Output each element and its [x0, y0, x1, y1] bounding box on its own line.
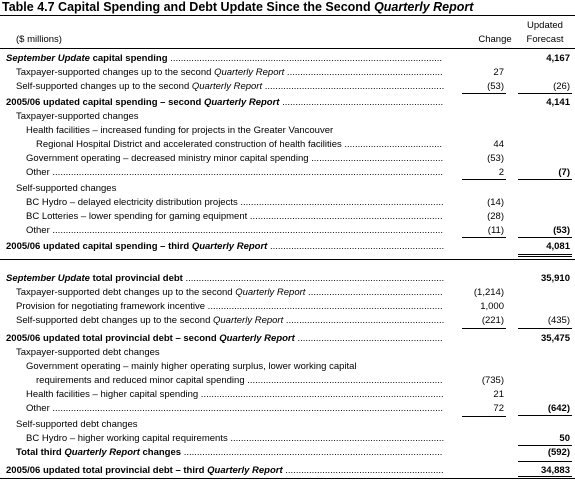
row-label-text: Total third	[16, 447, 65, 458]
subtotal-rule	[518, 179, 572, 180]
dot-leader: .........................................................................	[247, 211, 443, 222]
row-label	[26, 152, 448, 166]
forecast-value: (26)	[553, 81, 570, 92]
row-label	[6, 240, 448, 254]
forecast-value: 4,167	[546, 53, 570, 64]
forecast-value: (435)	[547, 315, 570, 326]
forecast-value: 35,910	[540, 273, 570, 284]
subtotal-rule	[518, 415, 572, 416]
section-divider	[0, 259, 575, 260]
row-label-text: Government operating – mainly higher operating surplus, lower working capital	[26, 361, 357, 372]
forecast-value: (592)	[547, 447, 570, 458]
row-label	[36, 138, 448, 152]
row-label-text: Other	[26, 167, 50, 178]
change-value: 2	[498, 167, 504, 178]
total-double-rule	[518, 254, 572, 257]
forecast-value: 4,081	[546, 241, 570, 252]
table-row	[0, 464, 575, 478]
table-row	[0, 402, 575, 416]
row-label-text: 2005/06 updated total provincial debt – third	[6, 465, 208, 476]
table-title-italic: Quarterly Report	[374, 0, 474, 14]
forecast-value: (642)	[547, 403, 570, 414]
table-row	[0, 152, 575, 166]
table-row	[0, 138, 575, 152]
row-label-text: Taxpayer-supported changes up to the second	[16, 67, 215, 78]
change-value: (735)	[481, 375, 504, 386]
row-label	[26, 432, 448, 446]
row-label-text: BC Hydro – delayed electricity distribution projects	[26, 197, 238, 208]
row-label-text: BC Hydro – higher working capital requirements	[26, 433, 228, 444]
subtotal-rule	[462, 93, 506, 94]
forecast-value: (7)	[558, 167, 570, 178]
row-label	[26, 124, 448, 138]
row-label	[26, 166, 448, 180]
row-label-text: Quarterly Report	[64, 447, 140, 458]
row-label-text: Regional Hospital District and accelerated construction of health facilities	[36, 139, 342, 150]
row-label-text: Taxpayer-supported debt changes	[16, 347, 160, 358]
table-row	[0, 286, 575, 300]
row-label	[26, 402, 448, 416]
row-label	[16, 446, 448, 460]
row-label-text: total provincial debt	[89, 273, 183, 284]
table-row	[0, 196, 575, 210]
subtotal-rule	[462, 179, 506, 180]
change-value: (53)	[487, 81, 504, 92]
row-label-text: 2005/06 updated capital spending – third	[6, 241, 192, 252]
table-row	[0, 52, 575, 66]
table-row	[0, 110, 575, 124]
change-value: (28)	[487, 211, 504, 222]
dot-leader: ....................................................................................................................................................	[49, 167, 444, 178]
dot-leader: ..........................................................................	[244, 375, 443, 386]
table-row	[0, 124, 575, 138]
forecast-value: 4,141	[546, 97, 570, 108]
dot-leader: ...........................................................	[284, 67, 443, 78]
table-row	[0, 300, 575, 314]
forecast-value: 34,883	[540, 465, 570, 476]
title-rule	[0, 15, 575, 16]
dot-leader: .............................................................	[279, 97, 444, 108]
row-label	[26, 388, 448, 402]
row-label-text: Health facilities – higher capital spending	[26, 389, 199, 400]
table-row	[0, 80, 575, 94]
row-label-text: Quarterly Report	[213, 315, 284, 326]
dot-leader: ..................................................	[308, 153, 444, 164]
row-label-text: Self-supported debt changes	[16, 419, 138, 430]
dot-leader: ....................................................................................................................................................	[49, 403, 444, 414]
row-label	[16, 286, 448, 300]
table-row	[0, 96, 575, 110]
row-label	[6, 332, 448, 346]
dot-leader: ...................................................	[305, 287, 443, 298]
dot-leader: .............................................................................	[237, 197, 444, 208]
row-label	[26, 196, 448, 210]
row-label-text: Self-supported debt changes up to the second	[16, 315, 213, 326]
subtotal-rule	[518, 461, 572, 462]
row-label-text: Self-supported changes	[16, 183, 117, 194]
row-label-text: Taxpayer-supported changes	[16, 111, 139, 122]
change-value: 27	[493, 67, 504, 78]
row-label-text: Quarterly Report	[235, 287, 306, 298]
change-value: (14)	[487, 197, 504, 208]
row-label	[6, 96, 448, 110]
row-label	[26, 224, 448, 238]
dot-leader: ............................................................	[283, 315, 445, 326]
table-row	[0, 418, 575, 432]
dot-leader: .........................................................................................	[205, 301, 443, 312]
forecast-column-header	[518, 19, 572, 47]
change-value: (221)	[481, 315, 504, 326]
row-label	[16, 346, 448, 360]
row-label-text: capital spending	[89, 53, 168, 64]
change-value: 72	[493, 403, 504, 414]
row-label	[16, 314, 448, 328]
table-row	[0, 166, 575, 180]
row-label-text: September Update	[6, 53, 90, 64]
row-label	[6, 464, 448, 478]
dot-leader: ....................................................................................................................................................	[49, 225, 444, 236]
row-label-text: Self-supported changes up to the second	[16, 81, 192, 92]
table-row	[0, 66, 575, 80]
change-value: (11)	[487, 225, 504, 236]
row-label-text: September Update	[6, 273, 90, 284]
row-label-text: Health facilities – increased funding for projects in the Greater Vancouver	[26, 125, 334, 136]
table-row	[0, 224, 575, 238]
row-label	[26, 360, 448, 374]
subtotal-rule	[462, 328, 506, 329]
subtotal-rule	[518, 328, 572, 329]
table-title-text: Table 4.7 Capital Spending and Debt Update Since the Second	[2, 0, 375, 14]
change-column-header: Change	[478, 34, 512, 45]
row-label	[6, 272, 448, 286]
table-row	[0, 182, 575, 196]
subtotal-rule	[462, 416, 506, 417]
table-row	[0, 240, 575, 254]
row-label-text: Quarterly Report	[207, 465, 283, 476]
subtotal-rule	[518, 93, 572, 94]
subtotal-rule	[518, 237, 572, 238]
subtotal-rule	[518, 445, 572, 446]
change-value: (53)	[487, 153, 504, 164]
row-label-text: changes	[139, 447, 182, 458]
row-label-text: Taxpayer-supported debt changes up to the second	[16, 287, 236, 298]
row-label	[16, 300, 448, 314]
dot-leader: ..................................................................	[267, 241, 445, 252]
row-label-text: Government operating – decreased ministry minor capital spending	[26, 153, 309, 164]
units-label: ($ millions)	[16, 34, 62, 45]
header-rule	[0, 48, 575, 49]
row-label-text: Quarterly Report	[191, 241, 268, 252]
row-label	[16, 418, 448, 432]
row-label-text: 2005/06 updated total provincial debt – second	[6, 333, 220, 344]
table-row	[0, 272, 575, 286]
row-label	[26, 210, 448, 224]
row-label	[16, 182, 448, 196]
row-label-text: Quarterly Report	[191, 81, 263, 92]
table-row	[0, 360, 575, 374]
table-row	[0, 332, 575, 346]
table-row	[0, 388, 575, 402]
row-label-text: Quarterly Report	[214, 67, 285, 78]
table-row	[0, 314, 575, 328]
row-label-text: Quarterly Report	[219, 333, 295, 344]
table-row	[0, 446, 575, 460]
dot-leader: ............................................................................................	[198, 389, 444, 400]
dot-leader: .......................................................	[294, 333, 443, 344]
change-value: 1,000	[480, 301, 504, 312]
row-label-text: Provision for negotiating framework incentive	[16, 301, 206, 312]
dot-leader: .................................................................................	[227, 433, 445, 444]
table-row	[0, 432, 575, 446]
row-label-text: BC Lotteries – lower spending for gaming equipment	[26, 211, 248, 222]
row-label	[16, 66, 448, 80]
change-value: (1,214)	[473, 287, 504, 298]
subtotal-rule	[462, 237, 506, 238]
row-label	[16, 80, 448, 94]
forecast-header-line2: Forecast	[526, 34, 564, 45]
forecast-value: (53)	[553, 225, 570, 236]
change-value: 44	[493, 139, 504, 150]
row-label-text: 2005/06 updated capital spending – second	[6, 97, 204, 108]
dot-leader: ....................................................................	[262, 81, 445, 92]
table-row	[0, 346, 575, 360]
table-row	[0, 210, 575, 224]
row-label-text: Quarterly Report	[203, 97, 280, 108]
row-label	[36, 374, 448, 388]
row-label-text: Other	[26, 403, 50, 414]
forecast-value: 35,475	[540, 333, 570, 344]
table-row	[0, 374, 575, 388]
row-label	[16, 110, 448, 124]
row-label	[6, 52, 448, 66]
bottom-rule	[0, 478, 575, 479]
change-value: 21	[493, 389, 504, 400]
dot-leader: .....................................	[341, 139, 443, 150]
row-label-text: requirements and reduced minor capital spending	[36, 375, 245, 386]
dot-leader: ..................................................................................................	[182, 273, 445, 284]
forecast-value: 50	[559, 433, 570, 444]
dot-leader: .......................................................................................................	[167, 53, 443, 64]
forecast-header-line1: Updated	[527, 20, 563, 31]
table-title	[2, 0, 473, 14]
dot-leader: ............................................................	[282, 465, 444, 476]
dot-leader: ..................................................................................................	[181, 447, 443, 458]
row-label-text: Other	[26, 225, 50, 236]
